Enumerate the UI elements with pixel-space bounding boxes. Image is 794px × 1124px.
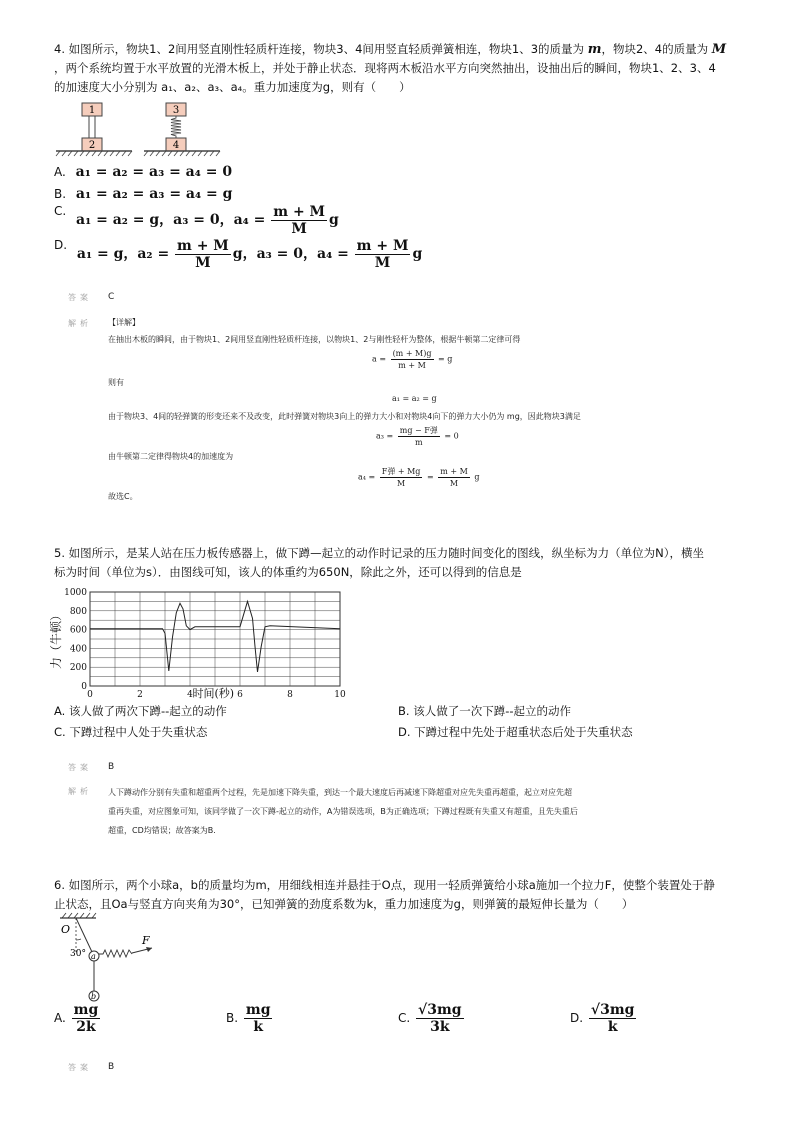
x-axis-label: 时间(秒)	[192, 687, 235, 700]
q4-analysis-label: 解析	[68, 319, 92, 328]
y-tick-label: 800	[69, 606, 87, 617]
q4-figure	[54, 100, 224, 162]
q5-option-b[interactable]: B. 该人做了一次下蹲--起立的动作	[398, 704, 571, 718]
force-time-chart	[44, 584, 354, 700]
q5-stem	[54, 544, 754, 582]
q6-option-d[interactable]: D. $\frac{√3mg}{k}$	[570, 1002, 635, 1035]
block-4-label: 4	[172, 140, 180, 151]
y-tick-label: 600	[69, 625, 87, 636]
q5-analysis-line1: 人下蹲动作分别有失重和超重两个过程，先是加速下降失重，到达一个最大速度后再减速下降超重对应先失重再超重，起立对应先超	[108, 788, 572, 797]
x-tick-label: 10	[334, 690, 346, 700]
fraction: $\frac{√3mg}{3k}$	[418, 1002, 462, 1035]
ball-b-label: b	[91, 992, 97, 1001]
x-tick-label: 2	[137, 690, 143, 700]
q4-solution-5: 故选C。	[108, 492, 138, 501]
y-tick-labels	[64, 588, 87, 692]
q4-solution-1: 在抽出木板的瞬间，由于物块1、2间用竖直刚性轻质杆连接，以物块1、2与刚性轻杆为整体，根据牛顿第二定律可得	[108, 335, 521, 344]
q5-option-c[interactable]: C. 下蹲过程中人处于失重状态	[54, 725, 208, 739]
q4-option-b[interactable]: B. a₁ = a₂ = a₃ = a₄ = g	[54, 186, 233, 202]
q4-answer: C	[108, 292, 115, 302]
q4-stem-line3: 的加速度大小分别为 a₁、a₂、a₃、a₄。重力加速度为g，则有（ ）	[54, 80, 411, 94]
x-tick-label: 4	[187, 690, 193, 700]
q5-option-a[interactable]: A. 该人做了两次下蹲--起立的动作	[54, 704, 227, 718]
fraction: $\frac{m + M}{M}$	[273, 204, 326, 237]
q6-stem-line2: 止状态，且Oa与竖直方向夹角为30°，已知弹簧的劲度系数为k，重力加速度为g，则弹簧的最短伸长量为（ ）	[54, 897, 634, 911]
q5-option-d[interactable]: D. 下蹲过程中先处于超重状态后处于失重状态	[398, 725, 633, 739]
q4-solution-3: 由于物块3、4间的轻弹簧的形变还来不及改变，此时弹簧对物块3向上的弹力大小和对物块4向下的弹力大小仍为 mg，因此物块3满足	[108, 412, 581, 421]
q4-stem	[54, 40, 754, 97]
fraction: $\frac{mg}{k}$	[245, 1002, 271, 1035]
x-tick-label: 8	[287, 690, 293, 700]
q6-stem	[54, 876, 754, 914]
q4-eq4: a₄ = $\frac{\text{F弹 + Mg}}{M}$ = $\frac{m + M}{M}$ g	[358, 467, 480, 488]
q5-answer: B	[108, 762, 115, 772]
q5-answer-label: 答案	[68, 763, 92, 772]
q6-figure	[56, 912, 176, 1006]
fraction: $\frac{mg}{2k}$	[73, 1002, 99, 1035]
q4-solution-2: 则有	[108, 378, 124, 387]
q5-stem-line1: 5. 如图所示，是某人站在压力板传感器上，做下蹲—起立的动作时记录的压力随时间变化的图线，纵坐标为力（单位为N），横坐	[54, 546, 704, 560]
spring-icon	[171, 116, 181, 138]
y-tick-label: 200	[69, 663, 87, 674]
q6-option-c[interactable]: C. $\frac{√3mg}{3k}$	[398, 1002, 462, 1035]
q4-eq2: a₁ = a₂ = g	[392, 394, 437, 403]
spring-icon	[99, 950, 132, 957]
q4-option-a[interactable]: A. a₁ = a₂ = a₃ = a₄ = 0	[54, 164, 233, 180]
q4-eq3: a₃ = $\frac{\text{mg − F弹}}{m}$ = 0	[376, 426, 459, 447]
string-oa	[76, 918, 92, 952]
q5-analysis	[108, 783, 578, 840]
chart-grid	[90, 592, 340, 686]
x-tick-label: 0	[87, 690, 93, 700]
x-tick-label: 6	[237, 690, 243, 700]
block-2-label: 2	[88, 140, 96, 151]
q4-option-d[interactable]: D. a₁ = g，a₂ = $\frac{m + M}{M}$ g，a₃ = 0，a₄ = $\frac{m + M}{M}$ g	[54, 238, 423, 271]
fraction: $\frac{m + M}{M}$	[356, 238, 409, 271]
block-1-label: 1	[88, 105, 96, 116]
q6-answer-label: 答案	[68, 1063, 92, 1072]
q6-stem-line1: 6. 如图所示，两个小球a，b的质量均为m，用细线相连并悬挂于O点，现用一轻质弹簧给小球a施加一个拉力F，使整个装置处于静	[54, 878, 715, 892]
q4-answer-label: 答案	[68, 293, 92, 302]
ball-a-label: a	[91, 952, 96, 961]
q4-stem-line2: ，两个系统均置于水平放置的光滑木板上，并处于静止状态．现将两木板沿水平方向突然抽出，设抽出后的瞬间，物块1、2、3、4	[54, 61, 716, 75]
y-tick-label: 400	[69, 644, 87, 655]
q5-stem-line2: 标为时间（单位为s）．由图线可知，该人的体重约为650N，除此之外，还可以得到的信息是	[54, 565, 522, 579]
q6-answer: B	[108, 1062, 115, 1072]
q4-stem-line1: 4. 如图所示，物块1、2间用竖直刚性轻质杆连接，物块3、4间用竖直轻质弹簧相连，物块1、3的质量为 m，物块2、4的质量为 M	[54, 42, 727, 57]
q6-option-a[interactable]: A. $\frac{mg}{2k}$	[54, 1002, 99, 1035]
q4-solution-title: 【详解】	[108, 318, 140, 327]
y-tick-label: 1000	[64, 588, 87, 598]
y-tick-label: 0	[81, 682, 87, 692]
angle-label: 30°	[70, 949, 86, 959]
fraction: $\frac{m + M}{M}$	[177, 238, 229, 271]
q4-option-c[interactable]: C. a₁ = a₂ = g，a₃ = 0，a₄ = $\frac{m + M}{M}$ g	[54, 204, 339, 237]
block-3-label: 3	[172, 105, 180, 116]
q6-option-b[interactable]: B. $\frac{mg}{k}$	[226, 1002, 271, 1035]
q5-analysis-line2: 重再失重，对应图象可知，该同学做了一次下蹲-起立的动作，A为错误选项，B为正确选项；下蹲过程既有失重又有超重，且先失重后	[108, 807, 578, 816]
q5-analysis-line3: 超重，CD均错误；故答案为B.	[108, 826, 216, 835]
fraction: $\frac{√3mg}{k}$	[590, 1002, 635, 1035]
force-f-label: F	[142, 934, 150, 947]
y-axis-label: 力（牛顿）	[49, 608, 63, 669]
point-o-label: O	[61, 923, 71, 936]
q5-analysis-label: 解析	[68, 787, 92, 796]
q4-eq1: a = $\frac{(m + M)g}{m + M}$ = g	[372, 349, 453, 370]
q4-solution-4: 由牛顿第二定律得物块4的加速度为	[108, 452, 234, 461]
